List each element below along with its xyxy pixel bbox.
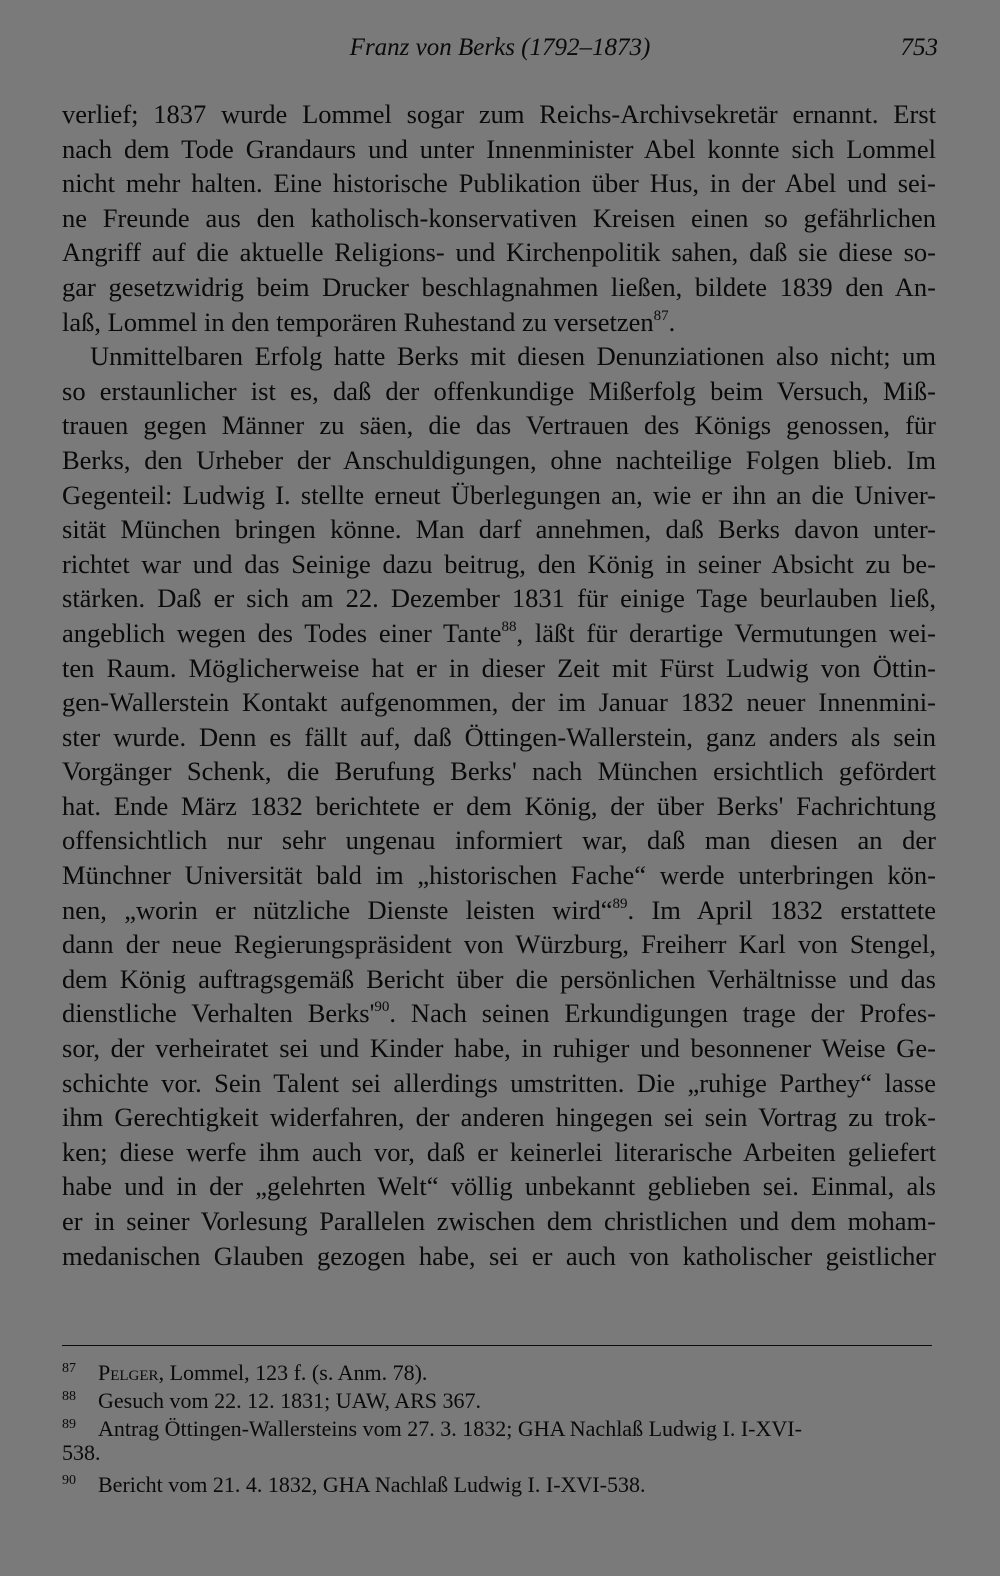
- text-line: offensichtlich nur sehr ungenau informiert war, daß man diesen an der: [62, 825, 936, 856]
- text-span: .: [668, 306, 676, 337]
- footnote-author: Pelger: [98, 1360, 159, 1385]
- footnote-ref: 89: [612, 895, 628, 912]
- footnote-88: [62, 1383, 932, 1411]
- footnote-ref: 90: [374, 999, 390, 1016]
- footnote-ref: 88: [501, 618, 517, 635]
- footnote-ref: 87: [653, 307, 669, 324]
- text-line: Unmittelbaren Erfolg hatte Berks mit diesen Denunziationen also nicht; um: [90, 341, 936, 372]
- footnote-text: Antrag Öttingen-Wallersteins vom 27. 3. 1832; GHA Nachlaß Ludwig I. I-XVI-: [98, 1416, 802, 1441]
- text-line: ster wurde. Denn es fällt auf, daß Öttingen-Wallerstein, ganz anders als sein: [62, 721, 936, 752]
- text-line: ken; diese werfe ihm auch vor, daß er keinerlei literarische Arbeiten geliefert: [62, 1136, 936, 1167]
- text-line: so erstaunlicher ist es, daß der offenkundige Mißerfolg beim Versuch, Miß-: [62, 375, 936, 406]
- text-line: Berks, den Urheber der Anschuldigungen, ohne nachteilige Folgen blieb. Im: [62, 444, 936, 475]
- text-line: er in seiner Vorlesung Parallelen zwischen dem christlichen und dem moham-: [62, 1206, 936, 1236]
- text-line: sität München bringen könne. Man darf annehmen, daß Berks davon unter-: [62, 514, 936, 545]
- text-line: gen-Wallerstein Kontakt aufgenommen, der im Januar 1832 neuer Innenmini-: [62, 687, 936, 718]
- text-line: trauen gegen Männer zu säen, die das Vertrauen des Königs genossen, für: [62, 410, 936, 441]
- text-line: Gegenteil: Ludwig I. stellte erneut Überlegungen an, wie er ihn an die Univer-: [62, 479, 936, 510]
- text-line: gar gesetzwidrig beim Drucker beschlagnahmen ließen, bildete 1839 den An-: [62, 271, 936, 302]
- footnote-number: 89: [62, 1417, 76, 1432]
- body-text: [62, 97, 936, 1273]
- page-number: 753: [900, 34, 938, 61]
- text-line: Vorgänger Schenk, die Berufung Berks' nach München ersichtlich gefördert: [62, 756, 936, 787]
- text-span: laß, Lommel in den temporären Ruhestand zu versetzen: [62, 306, 654, 337]
- text-line: habe und in der „gelehrten Welt“ völlig unbekannt geblieben sei. Einmal, als: [62, 1171, 936, 1202]
- text-span: dienstliche Verhalten Berks': [62, 998, 375, 1029]
- text-line: [62, 305, 936, 340]
- text-line: ten Raum. Möglicherweise hat er in dieser Zeit mit Fürst Ludwig von Öttin-: [62, 652, 936, 683]
- text-span: nen, „worin er nützliche Dienste leisten wird“: [62, 894, 613, 925]
- text-line: verlief; 1837 wurde Lommel sogar zum Reichs-Archivsekretär ernannt. Erst: [62, 99, 936, 129]
- text-line: sor, der verheiratet sei und Kinder habe, in ruhiger und besonnener Weise Ge-: [62, 1033, 936, 1064]
- text-span: angeblich wegen des Todes einer Tante: [62, 617, 502, 648]
- text-line: richtet war und das Seinige dazu beitrug, den König in seiner Absicht zu be-: [62, 548, 936, 579]
- footnote-number: 90: [62, 1473, 76, 1488]
- footnote-89: [62, 1411, 932, 1439]
- text-line: nach dem Tode Grandaurs und unter Innenminister Abel konnte sich Lommel: [62, 133, 936, 164]
- text-line: ne Freunde aus den katholisch-konservativen Kreisen einen so gefährlichen: [62, 202, 936, 233]
- text-span: , läßt für derartige Vermutungen wei-: [516, 617, 936, 648]
- footnote-number: 88: [62, 1389, 76, 1404]
- footnote-90: [62, 1467, 932, 1495]
- text-line: stärken. Daß er sich am 22. Dezember 1831 für einige Tage beurlauben ließ,: [62, 583, 936, 614]
- text-line: schichte vor. Sein Talent sei allerdings umstritten. Die „ruhige Parthey“ lasse: [62, 1067, 936, 1098]
- footnote-number: 87: [62, 1361, 76, 1376]
- text-span: . Im April 1832 erstattete: [627, 894, 936, 925]
- text-line: dann der neue Regierungspräsident von Würzburg, Freiherr Karl von Stengel,: [62, 929, 936, 960]
- text-line: nicht mehr halten. Eine historische Publikation über Hus, in der Abel und sei-: [62, 168, 936, 199]
- running-title: Franz von Berks (1792–1873): [349, 34, 651, 61]
- text-line: hat. Ende März 1832 berichtete er dem König, der über Berks' Fachrichtung: [62, 790, 936, 821]
- text-line: [62, 996, 936, 1031]
- footnotes: [62, 1355, 932, 1495]
- footnote-text: , Lommel, 123 f. (s. Anm. 78).: [158, 1360, 428, 1385]
- footnote-divider: [62, 1345, 932, 1346]
- text-line: [62, 616, 936, 651]
- running-header: [62, 34, 938, 70]
- text-line: Angriff auf die aktuelle Religions- und Kirchenpolitik sahen, daß sie diese so-: [62, 237, 936, 268]
- text-line: [62, 893, 936, 928]
- footnote-text: Bericht vom 21. 4. 1832, GHA Nachlaß Ludwig I. I-XVI-538.: [98, 1472, 646, 1497]
- text-line: ihm Gerechtigkeit widerfahren, der anderen hingegen sei sein Vortrag zu trok-: [62, 1102, 936, 1133]
- text-span: . Nach seinen Erkundigungen trage der Profes-: [389, 998, 936, 1029]
- text-line: medanischen Glauben gezogen habe, sei er auch von katholischer geistlicher: [62, 1240, 936, 1271]
- text-line: Münchner Universität bald im „historischen Fache“ werde unterbringen kön-: [62, 860, 936, 891]
- footnote-text: Gesuch vom 22. 12. 1831; UAW, ARS 367.: [98, 1388, 482, 1413]
- footnote-87: [62, 1355, 932, 1383]
- footnote-89-continued: 538.: [62, 1440, 101, 1465]
- text-line: dem König auftragsgemäß Bericht über die persönlichen Verhältnisse und das: [62, 963, 936, 994]
